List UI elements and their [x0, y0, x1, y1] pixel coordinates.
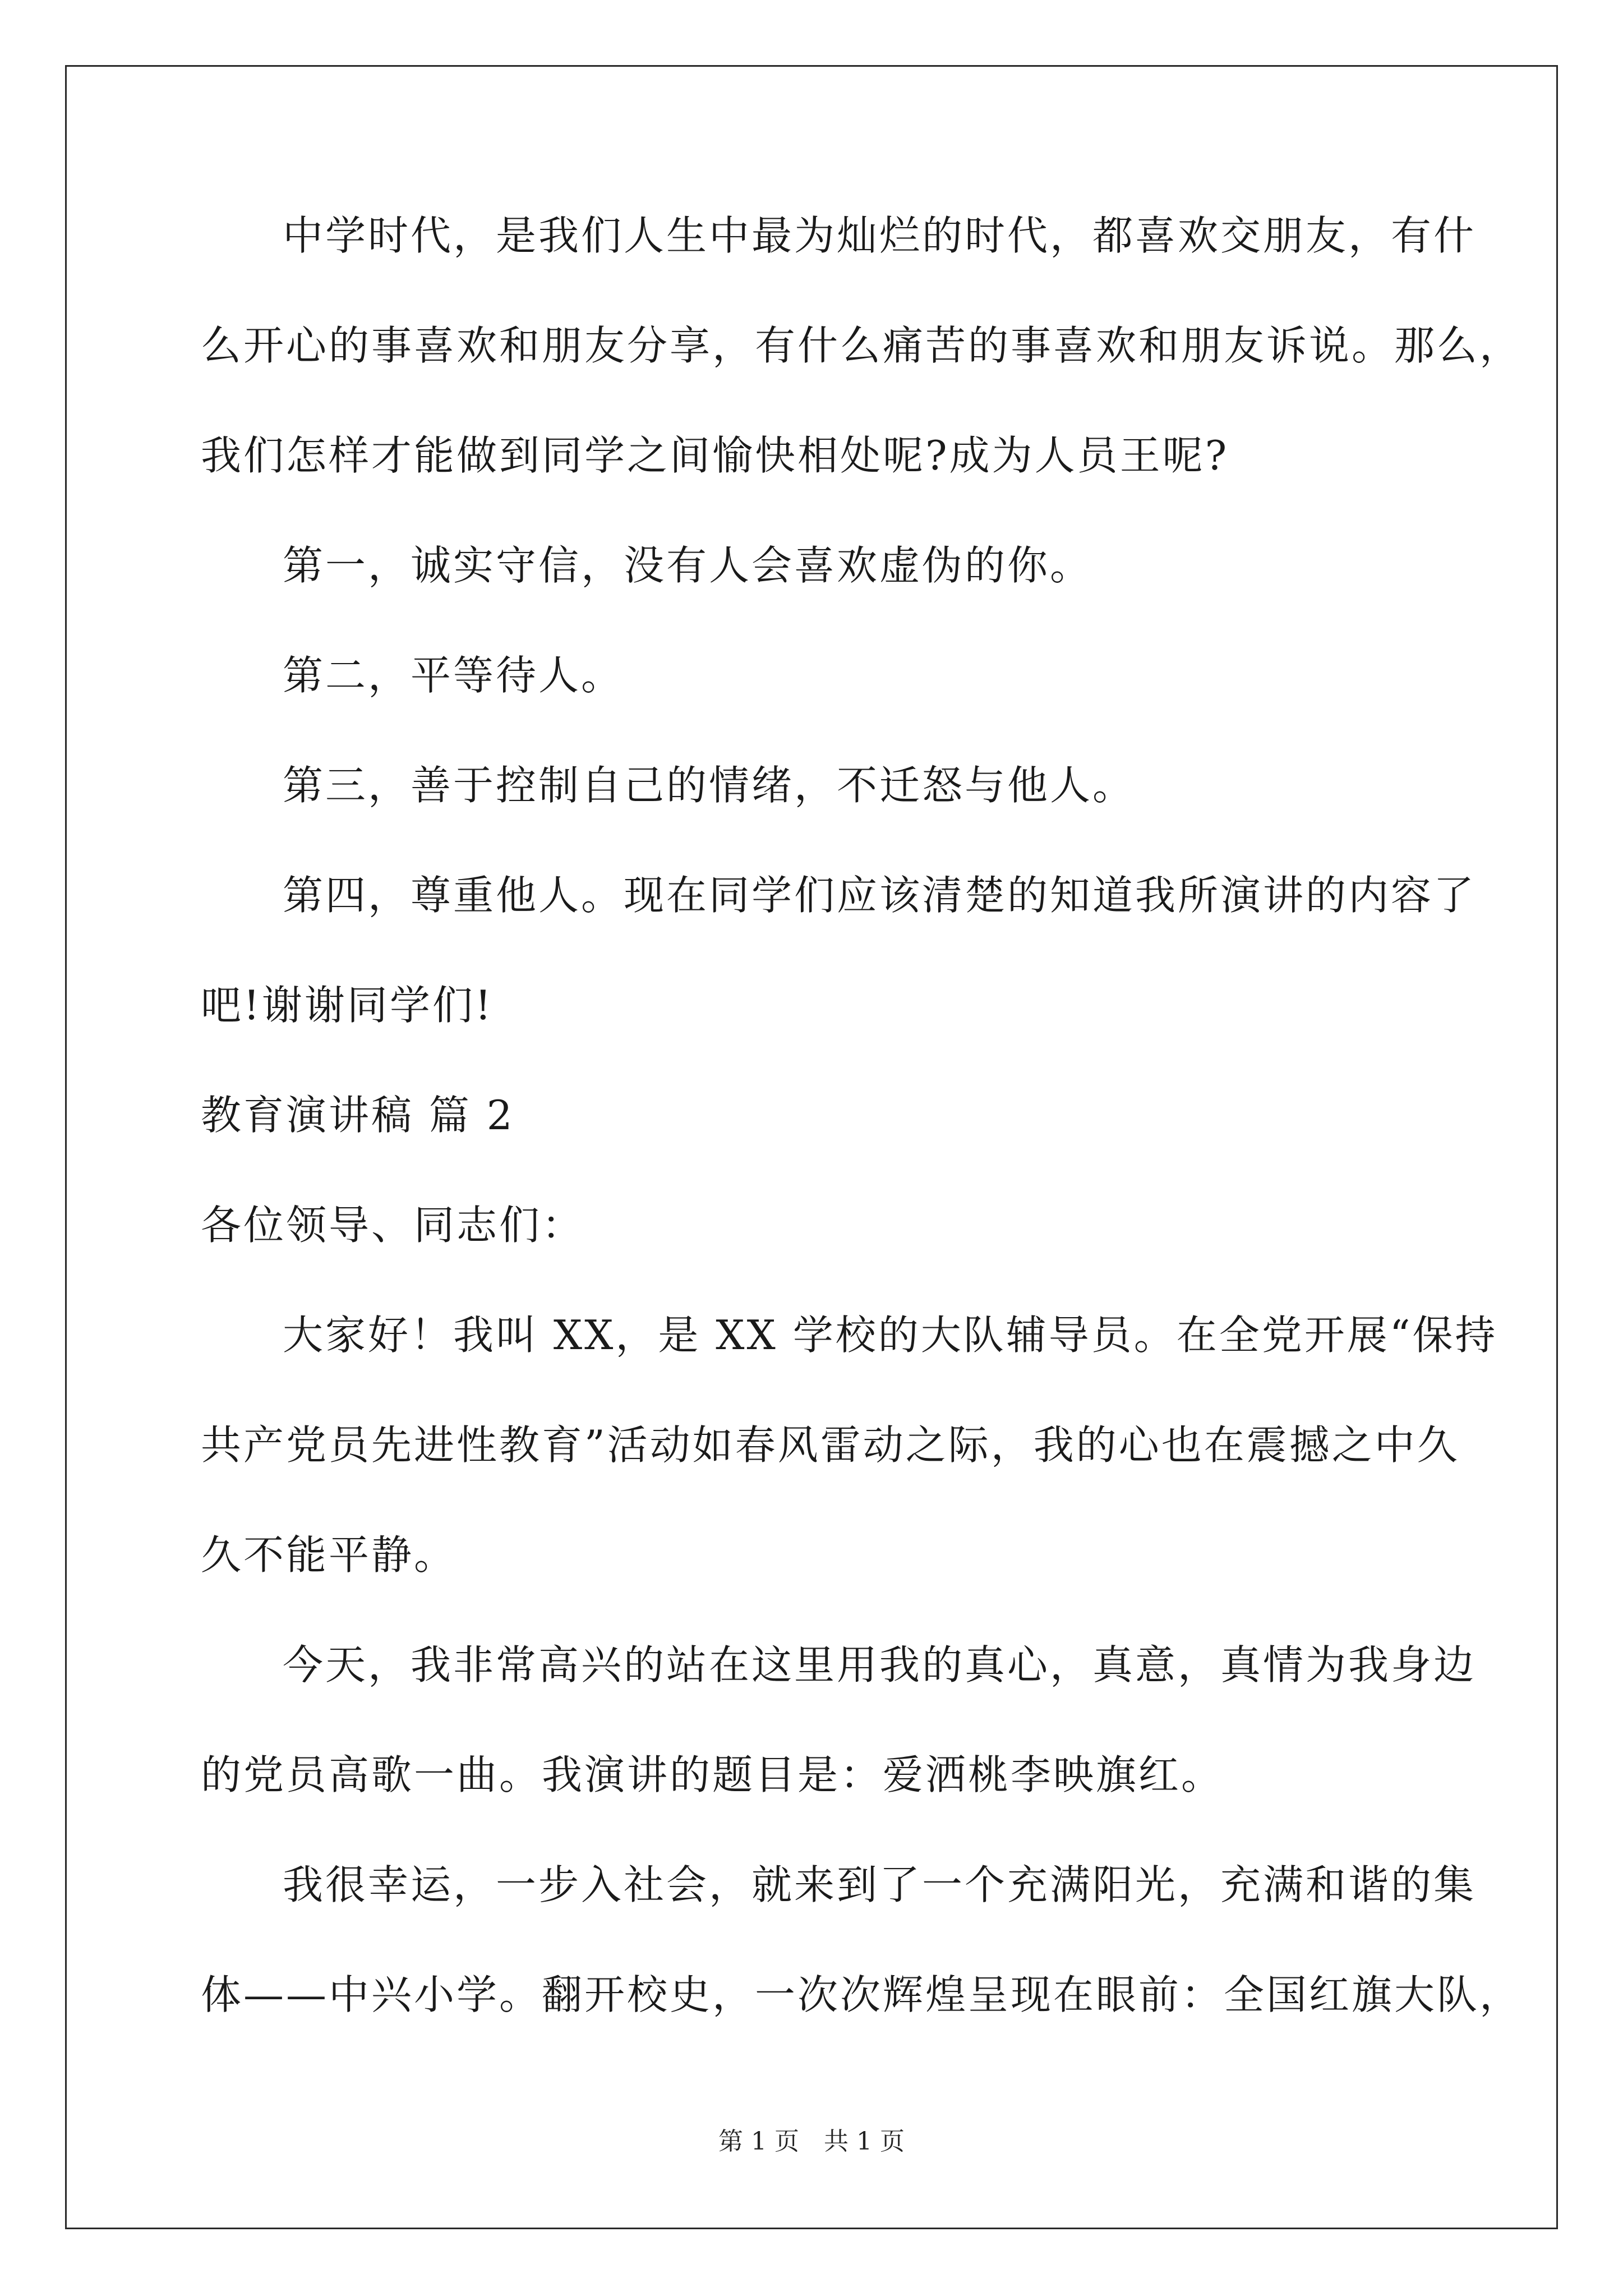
paragraph-line: 我们怎样才能做到同学之间愉快相处呢?成为人员王呢?	[201, 432, 1229, 479]
paragraph-line: 今天，我非常高兴的站在这里用我的真心，真意，真情为我身边	[283, 1641, 1477, 1688]
page-number-footer: 第 1 页 共 1 页	[718, 2127, 905, 2156]
paragraph-line: 中学时代，是我们人生中最为灿烂的时代，都喜欢交朋友，有什	[283, 212, 1477, 259]
paragraph-line: 第一，诚实守信，没有人会喜欢虚伪的你。	[283, 542, 1093, 589]
paragraph-line: 第四，尊重他人。现在同学们应该清楚的知道我所演讲的内容了	[283, 872, 1477, 919]
paragraph-line: 久不能平静。	[201, 1531, 457, 1579]
paragraph-line: 我很幸运，一步入社会，就来到了一个充满阳光，充满和谐的集	[283, 1861, 1477, 1908]
paragraph-line: 吧!谢谢同学们!	[201, 982, 494, 1029]
paragraph-line: 共产党员先进性教育”活动如春风雷动之际，我的心也在震撼之中久	[201, 1421, 1460, 1469]
paragraph-line: 的党员高歌一曲。我演讲的题目是：爱洒桃李映旗红。	[201, 1751, 1224, 1798]
paragraph-line: 第二，平等待人。	[283, 652, 624, 699]
salutation: 各位领导、同志们：	[201, 1202, 585, 1249]
section-heading: 教育演讲稿 篇 2	[201, 1092, 515, 1139]
paragraph-line: 么开心的事喜欢和朋友分享，有什么痛苦的事喜欢和朋友诉说。那么，	[201, 322, 1523, 369]
paragraph-line: 体——中兴小学。翻开校史，一次次辉煌呈现在眼前：全国红旗大队，	[201, 1971, 1523, 2018]
paragraph-line: 第三，善于控制自己的情绪，不迁怒与他人。	[283, 762, 1136, 809]
paragraph-line: 大家好！我叫 XX，是 XX 学校的大队辅导员。在全党开展“保持	[283, 1312, 1498, 1359]
